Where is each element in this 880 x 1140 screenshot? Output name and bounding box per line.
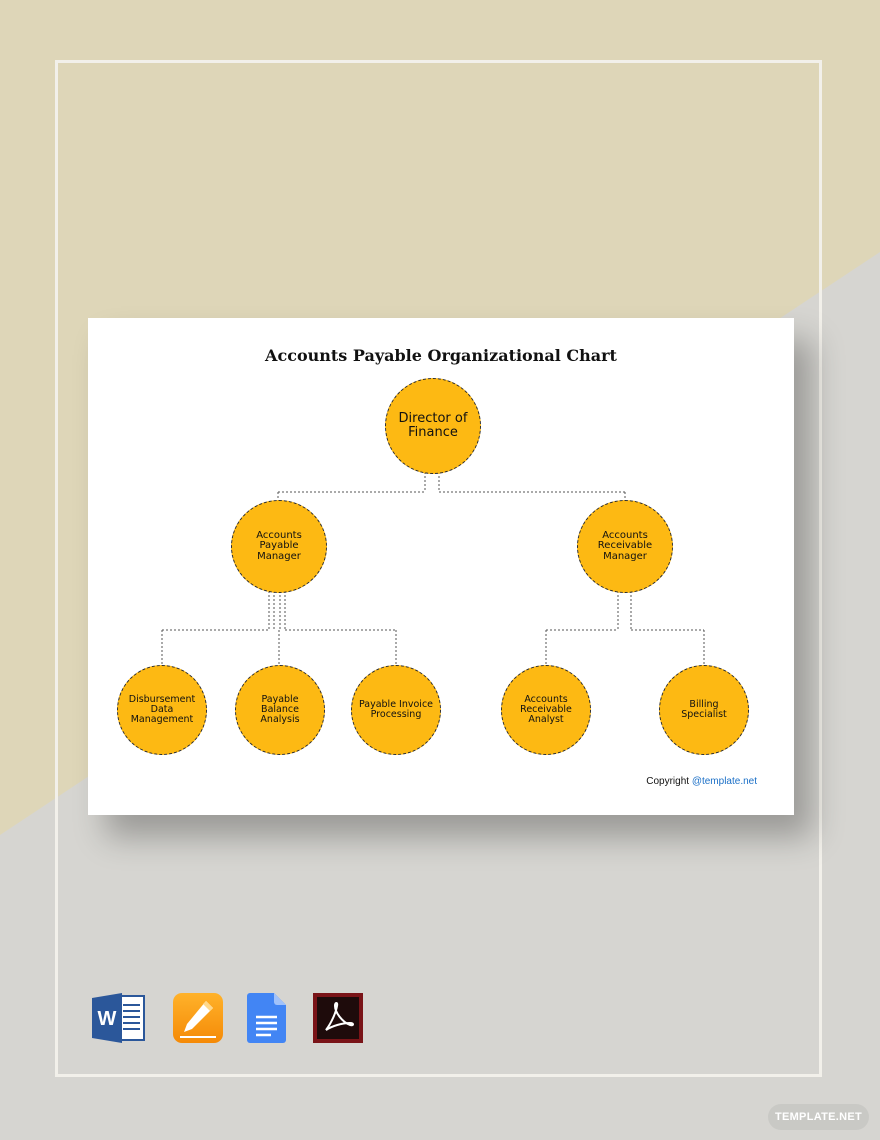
pdf-icon[interactable] <box>312 992 364 1044</box>
org-node-ap-manager <box>231 500 327 593</box>
word-icon[interactable] <box>90 992 148 1044</box>
org-node-label: Director of Finance <box>398 411 468 440</box>
org-node-label: Accounts Receivable Analyst <box>520 694 572 725</box>
document-preview <box>88 318 794 815</box>
org-node-label: Billing Specialist <box>681 699 727 720</box>
org-node-label: Disbursement Data Management <box>128 694 196 725</box>
org-node-director <box>385 378 481 474</box>
org-node-label: Accounts Receivable Manager <box>597 529 653 562</box>
org-node-billing <box>659 665 749 755</box>
org-node-label: Payable Balance Analysis <box>260 694 300 725</box>
org-node-disbursement <box>117 665 207 755</box>
chart-title: Accounts Payable Organizational Chart <box>265 346 617 365</box>
copyright-line <box>646 776 757 787</box>
template-net-badge[interactable]: TEMPLATE.NET <box>768 1104 869 1130</box>
org-node-label: Payable Invoice Processing <box>358 699 434 720</box>
copyright-link[interactable]: @template.net <box>691 776 757 787</box>
org-node-invoice-processing <box>351 665 441 755</box>
org-node-ar-manager <box>577 500 673 593</box>
org-node-ar-analyst <box>501 665 591 755</box>
svg-text:W: W <box>97 1008 117 1030</box>
pages-icon[interactable] <box>172 992 224 1044</box>
copyright-prefix: Copyright <box>646 776 692 787</box>
google-docs-icon[interactable] <box>246 992 288 1044</box>
org-node-label: Accounts Payable Manager <box>256 529 302 562</box>
org-node-balance-analysis <box>235 665 325 755</box>
